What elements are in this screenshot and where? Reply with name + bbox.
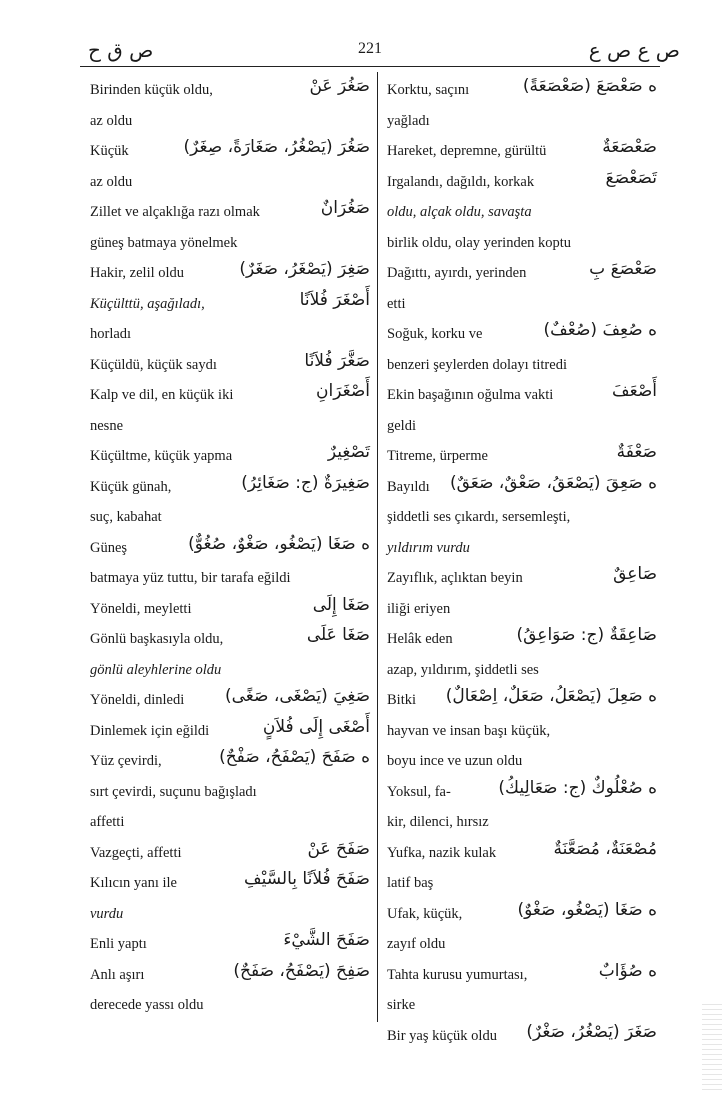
arabic-headword: ه صَغَا (يَصْغُو، صَغْوٌ) — [517, 899, 657, 920]
dictionary-entry — [387, 684, 657, 715]
dictionary-entry — [387, 410, 657, 441]
turkish-definition: boyu ince ve uzun oldu — [387, 753, 523, 769]
turkish-definition: Bir yaş küçük oldu — [387, 1027, 497, 1044]
turkish-definition: şiddetli ses çıkardı, sersemleşti, — [387, 509, 571, 525]
dictionary-entry — [90, 715, 370, 746]
dictionary-entry — [387, 654, 657, 685]
turkish-definition: az oldu — [90, 173, 133, 190]
turkish-definition: Yufka, nazik kulak — [387, 844, 497, 861]
dictionary-entry — [387, 867, 657, 898]
arabic-headword: ه صَغَا (يَصْغُو، صَغْوٌ، صُغُوٌّ) — [188, 533, 370, 554]
arabic-headword: صَعْصَعَةٌ — [602, 137, 657, 157]
dictionary-entry — [387, 135, 657, 166]
dictionary-entry — [90, 257, 370, 288]
dictionary-entry — [90, 776, 370, 807]
turkish-definition: batmaya yüz tuttu, bir tarafa eğildi — [90, 570, 291, 586]
arabic-headword: صَغُرَانٌ — [320, 198, 370, 218]
arabic-headword: ه صُعِفَ (صُعْفٌ) — [543, 320, 657, 340]
turkish-definition: suç, kabahat — [90, 509, 162, 525]
turkish-definition: geldi — [387, 417, 416, 434]
turkish-definition: güneş batmaya yönelmek — [90, 234, 238, 251]
dictionary-entry — [387, 989, 657, 1020]
arabic-headword: صَغِيرَةٌ (ج: صَغَائِرُ) — [241, 472, 370, 493]
header-left-letters: ص ق ح — [88, 38, 154, 62]
dictionary-entry — [90, 593, 370, 624]
arabic-headword: صَفَحَ الشَّيْءَ — [283, 930, 370, 950]
arabic-headword: صَغَّرَ فُلاَنًا — [304, 350, 370, 371]
dictionary-entry — [387, 349, 657, 380]
turkish-definition: birlik oldu, olay yerinden koptu — [387, 234, 572, 251]
dictionary-entry — [90, 166, 370, 197]
dictionary-entry — [387, 898, 657, 929]
arabic-headword: ه صُؤَابٌ — [598, 960, 657, 981]
arabic-headword: صَفِحَ (يَصْفَحُ، صَفَحٌ) — [233, 960, 370, 981]
dictionary-entry — [387, 166, 657, 197]
turkish-definition: Birinden küçük oldu, — [90, 82, 213, 98]
header-rule — [80, 66, 660, 67]
turkish-definition: yıldırım vurdu — [387, 539, 470, 556]
turkish-definition: sırt çevirdi, suçunu bağışladı — [90, 783, 257, 800]
turkish-definition: Bitki — [387, 692, 417, 708]
turkish-definition: latif baş — [387, 875, 434, 891]
header-right-letters: ص ع ص ع — [588, 38, 680, 62]
arabic-headword: صَفَحَ عَنْ — [307, 838, 370, 859]
dictionary-entry — [387, 440, 657, 471]
turkish-definition: etti — [387, 295, 406, 312]
arabic-headword: ه صَعِقَ (يَصْعَقُ، صَعْقٌ، صَعَقٌ) — [449, 472, 657, 493]
turkish-definition: Helâk eden — [387, 631, 453, 647]
arabic-headword: ه صَعِلَ (يَصْعَلُ، صَعَلٌ، اِصْعَالٌ) — [445, 686, 657, 706]
left-column — [90, 74, 370, 1020]
turkish-definition: iliği eriyen — [387, 600, 451, 617]
dictionary-entry — [387, 105, 657, 136]
turkish-definition: Ufak, küçük, — [387, 905, 463, 922]
turkish-definition: Bayıldı — [387, 478, 430, 495]
dictionary-entry — [387, 593, 657, 624]
turkish-definition: azap, yıldırım, şiddetli ses — [387, 661, 539, 678]
arabic-headword: صَغِرَ (يَصْغَرُ، صَغَرٌ) — [239, 259, 370, 279]
arabic-headword: صَاعِقَةٌ (ج: صَوَاعِقُ) — [516, 625, 657, 645]
arabic-headword: صَعْفَةٌ — [616, 442, 657, 462]
dictionary-entry — [387, 379, 657, 410]
turkish-definition: gönlü aleyhlerine oldu — [90, 661, 222, 678]
arabic-headword: مُصْعَنَةٌ، مُصَعَّنَةٌ — [553, 838, 657, 859]
turkish-definition: Küçülttü, aşağıladı, — [90, 295, 205, 312]
turkish-definition: Korktu, saçını — [387, 82, 470, 98]
turkish-definition: Zillet ve alçaklığa razı olmak — [90, 204, 260, 220]
arabic-headword: صَفَحَ فُلاَنًا بِالسَّيْفِ — [244, 869, 370, 889]
dictionary-entry — [387, 1020, 657, 1051]
turkish-definition: Küçük günah, — [90, 478, 172, 495]
dictionary-entry — [387, 837, 657, 868]
turkish-definition: Küçük — [90, 143, 129, 159]
turkish-definition: Zayıflık, açlıktan beyin — [387, 570, 523, 586]
dictionary-entry — [90, 562, 370, 593]
turkish-definition: sirke — [387, 997, 416, 1013]
dictionary-entry — [90, 227, 370, 258]
turkish-definition: Kalp ve dil, en küçük iki — [90, 387, 234, 403]
arabic-headword: صَغُرَ (يَصْغُرُ، صَغَارَةً، صِغَرٌ) — [183, 137, 370, 157]
turkish-definition: hayvan ve insan başı küçük, — [387, 722, 551, 739]
arabic-headword: ه صَعْصَعَ (صَعْصَعَةً) — [522, 76, 657, 96]
turkish-definition: Anlı aşırı — [90, 966, 145, 983]
dictionary-entry — [90, 654, 370, 685]
dictionary-entry — [90, 288, 370, 319]
turkish-definition: zayıf oldu — [387, 936, 446, 952]
turkish-definition: Hakir, zelil oldu — [90, 265, 185, 281]
turkish-definition: Hareket, depremne, gürültü — [387, 143, 547, 159]
dictionary-entry — [90, 410, 370, 441]
dictionary-entry — [387, 227, 657, 258]
turkish-definition: Güneş — [90, 539, 128, 556]
dictionary-entry — [387, 928, 657, 959]
arabic-headword: صَغَا إِلَى — [312, 594, 370, 615]
dictionary-entry — [90, 867, 370, 898]
turkish-definition: Soğuk, korku ve — [387, 326, 483, 342]
turkish-definition: az oldu — [90, 112, 133, 129]
dictionary-entry — [387, 532, 657, 563]
arabic-headword: صَاعِقٌ — [613, 564, 657, 584]
dictionary-entry — [387, 715, 657, 746]
column-divider — [377, 72, 378, 1022]
turkish-definition: horladı — [90, 326, 132, 342]
dictionary-entry — [90, 806, 370, 837]
arabic-headword: تَصْغِيرٌ — [327, 442, 370, 462]
arabic-headword: صَغَا عَلَى — [306, 625, 370, 645]
dictionary-entry — [90, 349, 370, 380]
dictionary-entry — [387, 806, 657, 837]
dictionary-entry — [387, 776, 657, 807]
turkish-definition: Ekin başağının oğulma vakti — [387, 387, 554, 403]
turkish-definition: nesne — [90, 417, 124, 434]
turkish-definition: Dinlemek için eğildi — [90, 722, 210, 739]
arabic-headword: أَصْغَرَ فُلاَنًا — [299, 289, 370, 310]
dictionary-entry — [90, 898, 370, 929]
turkish-definition: derecede yassı oldu — [90, 997, 204, 1013]
arabic-headword: أَصْغَرَانِ — [316, 381, 370, 401]
dictionary-entry — [387, 623, 657, 654]
dictionary-entry — [387, 318, 657, 349]
dictionary-entry — [90, 928, 370, 959]
turkish-definition: Dağıttı, ayırdı, yerinden — [387, 265, 527, 281]
turkish-definition: oldu, alçak oldu, savaşta — [387, 204, 532, 220]
dictionary-entry — [387, 501, 657, 532]
turkish-definition: Yöneldi, meyletti — [90, 600, 192, 617]
dictionary-entry — [90, 74, 370, 105]
turkish-definition: kir, dilenci, hırsız — [387, 814, 489, 830]
turkish-definition: Gönlü başkasıyla oldu, — [90, 631, 224, 647]
dictionary-entry — [387, 959, 657, 990]
turkish-definition: Yoksul, fa- — [387, 783, 451, 800]
dictionary-entry — [90, 318, 370, 349]
page-number: 221 — [358, 40, 382, 57]
right-column — [387, 74, 657, 1050]
dictionary-entry — [90, 105, 370, 136]
dictionary-entry — [387, 745, 657, 776]
dictionary-entry — [90, 135, 370, 166]
turkish-definition: Kılıcın yanı ile — [90, 875, 177, 891]
dictionary-entry — [90, 471, 370, 502]
arabic-headword: صَغِيَ (يَصْغَى، صَغًى) — [224, 686, 370, 706]
dictionary-entry — [90, 501, 370, 532]
turkish-definition: yağladı — [387, 112, 430, 129]
turkish-definition: Titreme, ürperme — [387, 448, 488, 464]
turkish-definition: Vazgeçti, affetti — [90, 844, 182, 861]
turkish-definition: Küçüldü, küçük saydı — [90, 356, 217, 373]
dictionary-entry — [90, 379, 370, 410]
dictionary-entry — [90, 440, 370, 471]
arabic-headword: صَغَرَ (يَصْغُرُ، صَغْرٌ) — [526, 1021, 657, 1042]
turkish-definition: Irgalandı, dağıldı, korkak — [387, 173, 535, 190]
turkish-definition: Enli yaptı — [90, 936, 147, 952]
dictionary-entry — [90, 196, 370, 227]
turkish-definition: Yöneldi, dinledi — [90, 692, 185, 708]
page-header — [60, 38, 680, 68]
turkish-definition: vurdu — [90, 905, 124, 922]
dictionary-entry — [387, 257, 657, 288]
dictionary-entry — [90, 745, 370, 776]
dictionary-entry — [90, 989, 370, 1020]
dictionary-entry — [387, 196, 657, 227]
dictionary-entry — [387, 471, 657, 502]
arabic-headword: أَصْغَى إِلَى فُلاَنٍ — [262, 716, 370, 737]
dictionary-entry — [387, 562, 657, 593]
dictionary-entry — [90, 959, 370, 990]
scan-edge-noise — [702, 1000, 722, 1090]
turkish-definition: Yüz çevirdi, — [90, 753, 162, 769]
arabic-headword: أَصْعَفَ — [612, 381, 657, 401]
dictionary-entry — [90, 623, 370, 654]
arabic-headword: ه صَفَحَ (يَصْفَحُ، صَفْحٌ) — [219, 747, 370, 767]
dictionary-entry — [90, 837, 370, 868]
arabic-headword: صَعْصَعَ بِ — [589, 259, 657, 279]
turkish-definition: Küçültme, küçük yapma — [90, 448, 233, 464]
turkish-definition: Tahta kurusu yumurtası, — [387, 966, 528, 983]
arabic-headword: صَغُرَ عَنْ — [309, 76, 370, 96]
turkish-definition: benzeri şeylerden dolayı titredi — [387, 356, 567, 373]
dictionary-entry — [387, 288, 657, 319]
arabic-headword: تَصَعْصَعَ — [605, 167, 657, 188]
turkish-definition: affetti — [90, 814, 125, 830]
dictionary-entry — [90, 532, 370, 563]
dictionary-entry — [90, 684, 370, 715]
dictionary-entry — [387, 74, 657, 105]
arabic-headword: ه صُعْلُوكٌ (ج: صَعَالِيكُ) — [498, 777, 657, 798]
